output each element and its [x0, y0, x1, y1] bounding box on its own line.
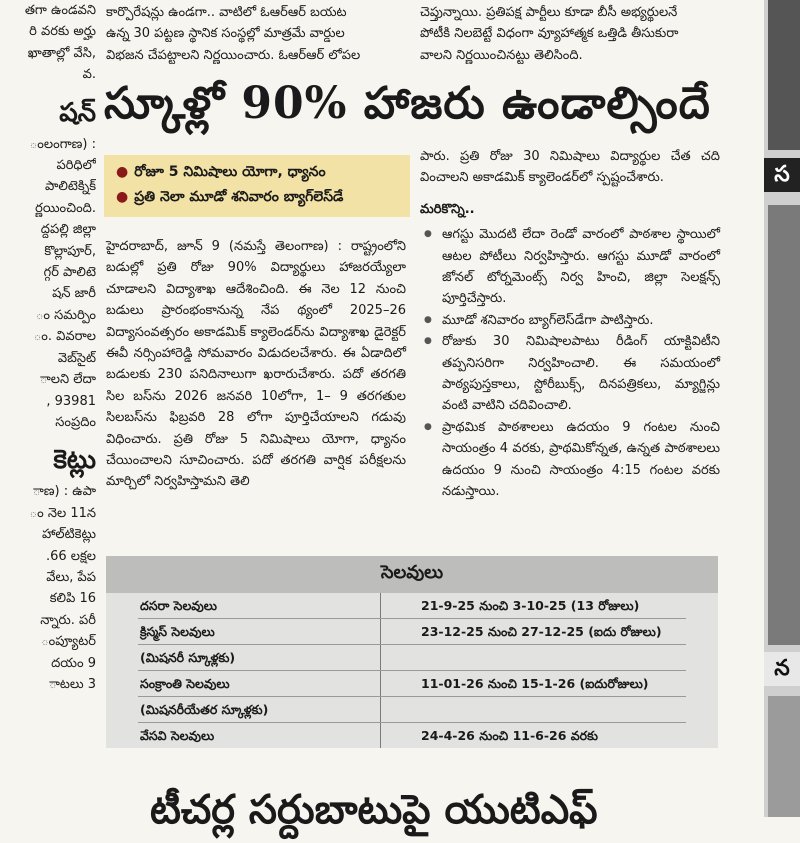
text-line: విభజన చేపట్టాలని నిర్ణయించారు. ఓఆర్ఆర్ లోపల: [106, 47, 361, 63]
table-row: క్రిస్మస్ సెలవులు 23-12-25 నుంచి 27-12-25 (ఐదు రోజులు): [138, 619, 686, 645]
text-line: రి వరకు అర్హు: [29, 24, 96, 40]
text-line: వ.: [82, 67, 96, 83]
bullet-icon: ●: [116, 164, 129, 180]
text-line: గ్గర్ పాలిటె: [43, 265, 96, 281]
list-item: ● ఆగస్టు మొదటి లేదా రెండో వారంలో పాఠశాల స్థాయిలో ఆటల పోటీలు నిర్వహిస్తారు. ఆగస్టు మూడో వారంలో జోనల్ టోర్నమెంట్స్ నిర్వ హించి, జిల్లా సెలక్షన్స్ పూర్తిచేస్తారు.: [442, 224, 720, 310]
highlight-item: ● రోజూ 5 నిమిషాలు యోగా, ధ్యానం: [116, 164, 326, 180]
article-body: హైదరాబాద్, జూన్ 9 (నమస్తే తెలంగాణ) : రాష్ట్రంలోని బడుల్లో ప్రతి రోజు 90% విద్యార్థులు హాజరయ్యేలా చూడాలని విద్యాశాఖ ఆదేశించింది. ఈ నెల 12 నుంచి బడులు ప్రారంభంకానున్న నేప థ్యంలో 2025–26 విద్యాసంవత్సరం అకాడమిక్ క్యాలెండర్‌ను విద్యాశాఖ డైరెక్టర్ ఈవీ నర్సింహారెడ్డి సోమవారం విడుదలచేశారు. ఈ ఏడాదిలో బడులకు 230 పనిదినాలుగా ఖరారుచేశారు. పదో తరగతి సిల బస్‌ను 2026 జనవరి 10లోగా, 1– 9 తరగతుల సిలబస్‌ను ఫిబ్రవరి 28 లోగా పూర్తిచేయాలని గడువు విధించారు. ప్రతి రోజు 5 నిమిషాలు యోగా, ధ్యానం చేయించాలని సూచించారు. పదో తరగతి వార్షిక పరీక్షలను మార్చిలో నిర్వహిస్తామని తెలి: [106, 239, 406, 490]
text-line: కొల్లాపూర్,: [44, 243, 96, 259]
side-label: న: [764, 652, 800, 686]
text-line: పరిధిలో: [56, 158, 96, 174]
text-line: న్నారు. పరీ: [40, 612, 96, 628]
text-line: వాలని నిర్ణయించినట్టు తెలిసింది.: [420, 47, 583, 63]
side-strip: [764, 0, 800, 817]
text-line: దయం 9: [51, 655, 96, 671]
advert-thumbnails: [768, 696, 800, 817]
text-line: కార్పొరేషన్లు ఉండగా.. వాటిలో ఓఆర్ఆర్ బయట: [106, 5, 347, 20]
text-line: ాటలు 3: [48, 676, 96, 692]
text-line: వేలు, పేప: [46, 569, 96, 585]
left-heading-2: కెట్లు: [53, 445, 96, 476]
text-line: ం సమర్పిం: [35, 307, 96, 323]
photo: [768, 205, 800, 645]
text-line: చెప్తున్నాయి. ప్రతిపక్ష పార్టీలు కూడా బీసీ అభ్యర్థులనే: [420, 5, 678, 20]
holidays-table: [106, 556, 718, 748]
text-line: తగా ఉండవని: [24, 3, 96, 18]
text-line: ం. వివరాల: [33, 329, 96, 345]
text-line: వెబ్‌సైట్: [57, 350, 96, 366]
text-line: సంప్రదిం: [55, 414, 96, 430]
bullet-list: [420, 224, 720, 502]
text-line: ం నెల 11న: [29, 505, 96, 521]
right-column: [420, 146, 720, 503]
text-line: షన్ జారీ: [52, 286, 96, 302]
highlight-item: ● ప్రతి నెలా మూడో శనివారం బ్యాగ్‌లెస్‌డే: [116, 189, 344, 205]
bullet-icon: ●: [116, 189, 129, 205]
text-line: ాలని లేదా: [39, 372, 96, 388]
text-line: ర్ణయించింది.: [35, 200, 96, 216]
right-intro: పారు. ప్రతి రోజు 30 నిమిషాలు విద్యార్థుల చేత చది వించాలని అకాడమిక్ క్యాలెండర్‌లో స్పష్టంచేశారు.: [420, 149, 720, 186]
text-line: ంప్యూటర్: [41, 634, 96, 650]
next-article-headline: టీచర్ల సర్దుబాటుపై యుటిఎఫ్: [150, 786, 598, 833]
table-row: (మిషనరీ స్కూళ్లకు): [138, 645, 686, 671]
text-line: ంలంగాణ) :: [29, 136, 96, 152]
table-row: దసరా సెలవులు 21-9-25 నుంచి 3-10-25 (13 రోజులు): [138, 593, 686, 619]
text-line: ాణ) : ఉపా: [32, 484, 96, 500]
holidays-title: సెలవులు: [106, 556, 718, 593]
text-line: , 93981: [46, 393, 96, 409]
text-line: పోటీకి నిలబెట్టే విధంగా వ్యూహాత్మక ఒత్తిడి తీసుకురా: [420, 26, 679, 42]
text-line: కలిపి 16: [49, 591, 96, 607]
left-heading-1: షన్: [59, 97, 96, 128]
side-label: స: [764, 158, 800, 192]
text-line: పాలిటెక్నిక్: [44, 179, 96, 195]
table-row: సంక్రాంతి సెలవులు 11-01-26 నుంచి 15-1-26 (ఐదురోజులు): [138, 671, 686, 697]
article-headline: స్కూళ్లో 90% హాజరు ఉండాల్సిందే: [104, 78, 711, 129]
table-row: వేసవి సెలవులు 24-4-26 నుంచి 11-6-26 వరకు: [138, 723, 686, 748]
list-item: ● మూడో శనివారం బ్యాగ్‌లెస్‌డేగా పాటిస్తారు.: [442, 310, 720, 331]
top-mid-paragraph: [106, 2, 406, 66]
highlight-box: [104, 155, 410, 217]
table-row: (మిషనరీయేతర స్కూళ్లకు): [138, 697, 686, 723]
subheading-more: మరికొన్ని..: [420, 201, 475, 217]
text-line: హాల్‌టికెట్లు: [41, 527, 96, 543]
text-line: ఖాతాల్లో వేసి,: [27, 45, 96, 61]
left-column: [0, 0, 96, 695]
text-line: ఉన్న 30 పట్టణ స్థానిక సంస్థల్లో మాత్రమే వార్డుల: [106, 26, 345, 42]
text-line: ద్దపల్లి జిల్లా: [40, 222, 96, 238]
list-item: ● రోజుకు 30 నిమిషాలపాటు రీడింగ్ యాక్టివిటీని తప్పనిసరిగా నిర్వహించాలి. ఈ సమయంలో పాఠ్యపుస్తకాలు, స్టోరీబుక్స్, దినపత్రికలు, మ్యాగ్జిన్లు వంటి వాటిని చదివించాలి.: [442, 331, 720, 417]
top-right-paragraph: [420, 2, 720, 66]
list-item: ● ప్రాథమిక పాఠశాలలు ఉదయం 9 గంటల నుంచి సాయంత్రం 4 వరకు, ప్రాథమికోన్నత, ఉన్నత పాఠశాలలు ఉదయం 9 నుంచి సాయంత్రం 4:15 గంటల వరకు నడుస్తాయి.: [442, 417, 720, 503]
text-line: .66 లక్షల: [45, 548, 96, 564]
photo: [768, 0, 800, 150]
